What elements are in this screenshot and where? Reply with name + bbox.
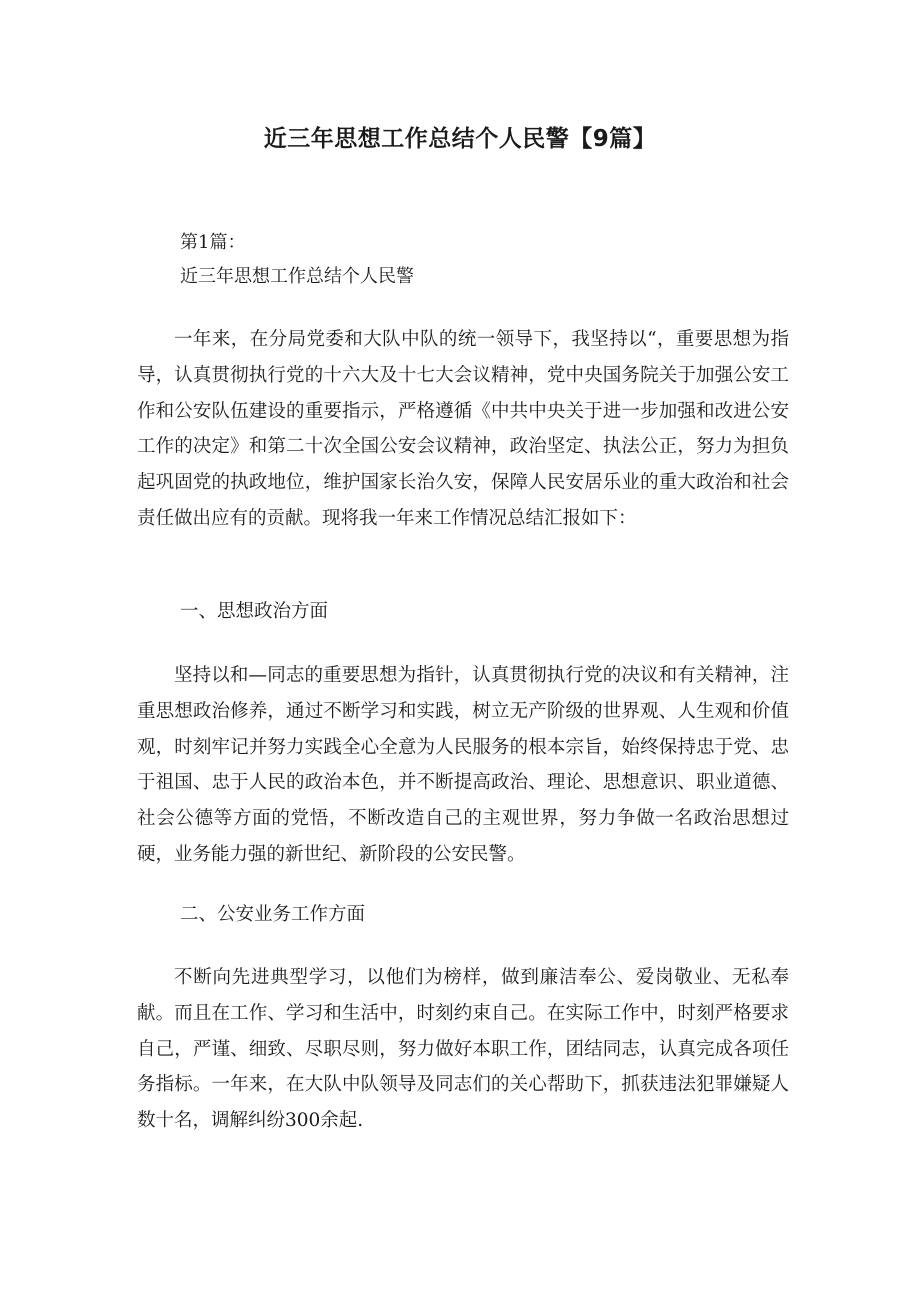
article-subtitle: 近三年思想工作总结个人民警 xyxy=(180,266,414,287)
document-title: 近三年思想工作总结个人民警【9篇】 xyxy=(263,126,657,152)
heading-politics: 一、思想政治方面 xyxy=(180,601,329,622)
police-work-paragraph: 不断向先进典型学习，以他们为榜样，做到廉洁奉公、爱岗敬业、无私奉献。而且在工作、学习和生活中，时刻约束自己。在实际工作中，时刻严格要求自己，严谨、细致、尽职尽则，努力做好本职工作，团结同志，认真完成各项任务指标。一年来，在大队中队领导及同志们的关心帮助下，抓获违法犯罪嫌疑人数十名，调解纠纷300余起. xyxy=(137,967,789,1132)
section-label: 第1篇： xyxy=(180,232,246,253)
heading-police-work: 二、公安业务工作方面 xyxy=(180,904,366,925)
intro-paragraph: 一年来，在分局党委和大队中队的统一领导下，我坚持以“，重要思想为指导，认真贯彻执行党的十六大及十七大会议精神，党中央国务院关于加强公安工作和公安队伍建设的重要指示，严格遵循《中共中央关于进一步加强和改进公安工作的决定》和第二十次全国公安会议精神，政治坚定、执法公正，努力为担负起巩固党的执政地位，维护国家长治久安，保障人民安居乐业的重大政治和社会责任做出应有的贡献。现将我一年来工作情况总结汇报如下： xyxy=(137,329,789,529)
politics-paragraph: 坚持以和—同志的重要思想为指针，认真贯彻执行党的决议和有关精神，注重思想政治修养，通过不断学习和实践，树立无产阶级的世界观、人生观和价值观，时刻牢记并努力实践全心全意为人民服务的根本宗旨，始终保持忠于党、忠于祖国、忠于人民的政治本色，并不断提高政治、理论、思想意识、职业道德、社会公德等方面的党悟，不断改造自己的主观世界，努力争做一名政治思想过硬，业务能力强的新世纪、新阶段的公安民警。 xyxy=(137,665,789,865)
